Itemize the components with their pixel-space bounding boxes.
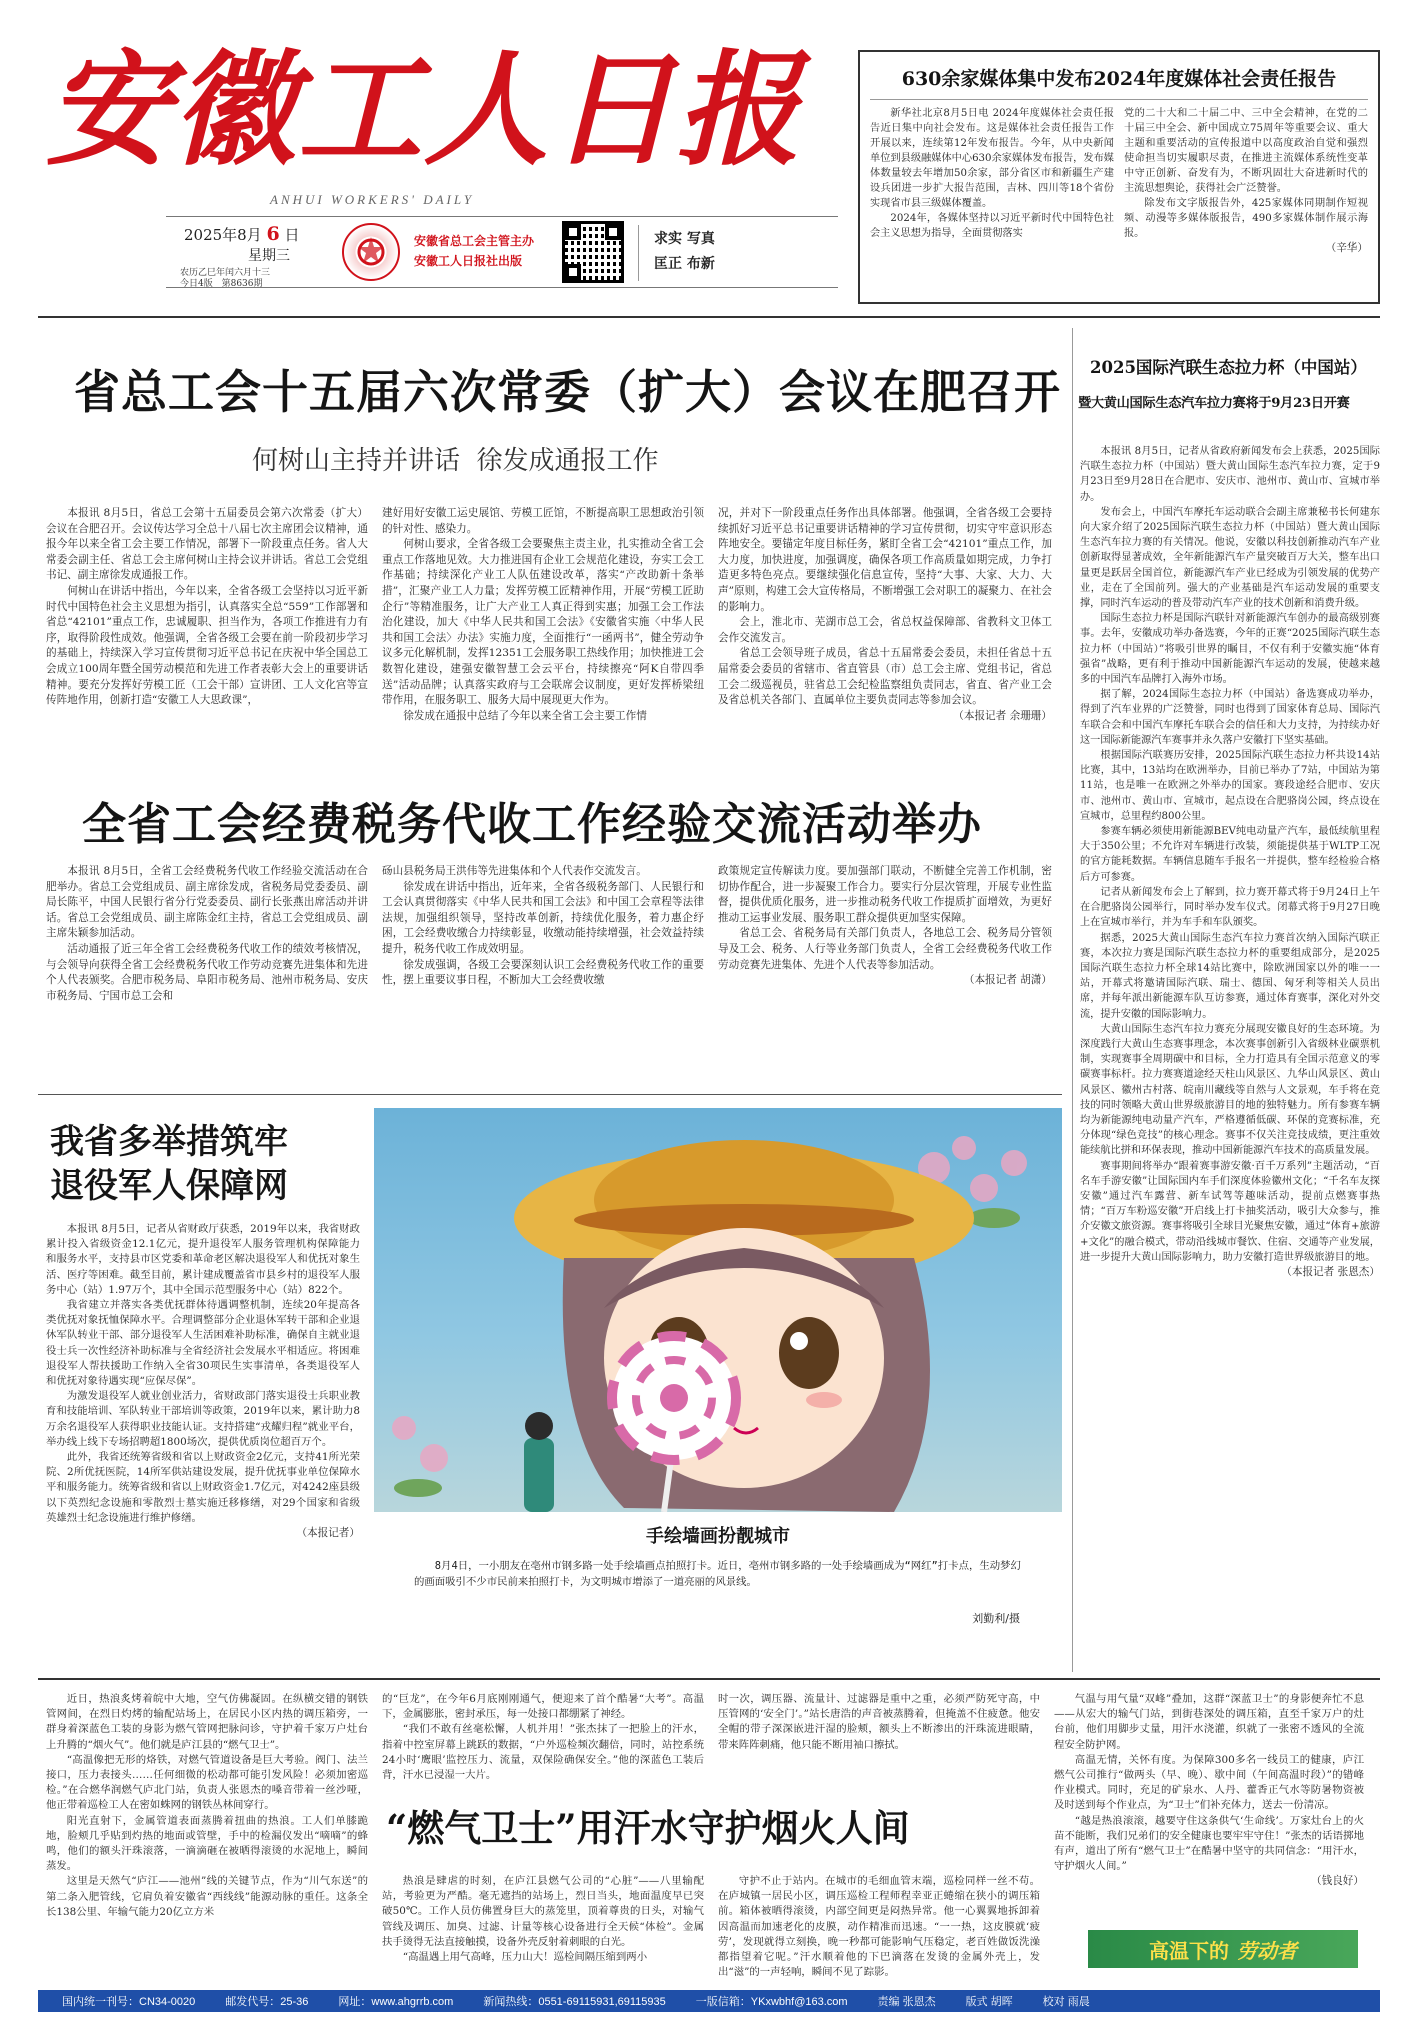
weekday: 星期三 bbox=[248, 248, 290, 264]
motto-1: 求实 写真 bbox=[654, 231, 715, 247]
news-box-para: 2024年，各媒体坚持以习近平新时代中国特色社会主义思想为指导，全面贯彻落实 bbox=[870, 213, 1114, 239]
page-count: 今日4版 bbox=[180, 279, 213, 289]
news-box-para: 新华社北京8月5日电 2024年度媒体社会责任报告近日集中向社会发布。这是媒体社会责任报告工作开展以来，连续第12年发布报告。今年，从中央新闻单位到县级融媒体中心630余家媒体发布报告，发布媒体数量较去年增加50余家，部分省区市和新疆生产建设兵团进一步扩大报告范围，吉林、四川等18个省份实现省市县三级媒体覆盖。 bbox=[870, 108, 1114, 209]
article-3 bbox=[38, 1100, 360, 1660]
sidebar-para: 根据国际汽联赛历安排，2025国际汽联生态拉力杯共设14站比赛，其中，13站均在欧洲举办，目前已举办了7站，中国站为第11站，也是唯一在欧洲之外举办的国家。赛段途经合肥市、安庆市、池州市、黄山市、宣城市，起点设在合肥骆岗公园，终点设在宣城市，总里程约800公里。 bbox=[1080, 750, 1380, 822]
article-1-para: 何树山要求，全省各级工会要聚焦主责主业，扎实推动全省工会重点工作落地见效。大力推进国有企业工会规范化建设，夯实工会工作基础；持续深化产业工人队伍建设改革，落实“产改助新十条举措”，汇聚产业工人力量；发挥劳模工匠精神作用，开展“劳模工匠助企行”等精准服务，让广大产业工人真正得到实惠；加强工会工作法治化建设，加大《中华人民共和国工会法》《安徽省实施〈中华人民共和国工会法〉办法》实施力度，全面推行“一函两书”，健全劳动争议多元化解机制，发挥12351工会服务职工热线作用；加快推进工会数智化建设，建强安徽智慧工会云平台，持续擦亮“阿K自带四季送”活动品牌；认真落实政府与工会联席会议制度，更好发挥桥梁纽带作用，在服务职工、服务大局中展现更大作为。 bbox=[382, 538, 704, 707]
article-3-para: 此外，我省还统筹省级和省以上财政资金2亿元，支持41所光荣院、2所优抚医院，14所军供站建设发展，提升优抚事业单位保障水平和服务能力。统筹省级和省以上财政资金1.7亿元，对4242座县级以下英烈纪念设施和零散烈士墓实施迁移修缮，对29个国家和省级英雄烈士纪念设施进行维护修缮。 bbox=[46, 1451, 360, 1524]
article-4-para: 守护不止于站内。在城市的毛细血管末端，巡检同样一丝不苟。在庐城镇一居民小区，调压巡检工程师程幸亚正蜷缩在狭小的调压箱前。箱体被晒得滚烫，内部空间更是闷热异常。他一心翼翼地拆卸着因高温而加速老化的皮膜，动作精准而迅速。“一一热，这皮膜就‘疲劳’，发现就得立刻换，晚一秒都可能影响气压稳定，老百姓做饭洗澡都指望着它呢。”汗水顺着他的下巴滴落在发烫的金属外壳上，发出“滋”的一声轻响，瞬间不见了踪影。 bbox=[718, 1875, 1040, 1979]
article-2-headline: 全省工会经费税务代收工作经验交流活动举办 bbox=[82, 799, 982, 850]
sidebar-para: 据了解，2024国际生态拉力杯（中国站）备选赛成功举办，得到了汽车业界的广泛赞誉，同时也得到了国家体育总局、国际汽车联合会和中国汽车摩托车联合会的信任和大力支持，为持续办好这一国际新能源汽车赛事并永久落户安徽打下坚实基础。 bbox=[1080, 689, 1380, 746]
article-3-byline: （本报记者） bbox=[296, 1527, 360, 1540]
article-4-para: 热浪是肆虐的时刻，在庐江县燃气公司的“心脏”——八里输配站，考验更为严酷。毫无遮挡的站场上，烈日当头，地面温度早已突破50℃。工作人员仿佛置身巨大的蒸笼里，顶着尊贵的日头，对输气管线及调压、加臭、过滤、计量等核心设备进行全天候“体检”。金属扶手烫得无法直接触摸，设备外壳反射着刺眼的白光。 bbox=[382, 1875, 704, 1948]
footer-bar bbox=[38, 1990, 1380, 2012]
article-1-para: 徐发成在通报中总结了今年以来全省工会主要工作情 bbox=[403, 709, 647, 722]
sidebar-byline: （本报记者 张恩杰） bbox=[1281, 1265, 1380, 1278]
article-4-byline: （钱良好） bbox=[1311, 1875, 1364, 1888]
footer-email: 一版信箱：YKxwbhf@163.com bbox=[695, 1996, 848, 2008]
article-4-para: 这里是天然气“庐江——池州”线的关键节点，作为“川气东送”的第二条入肥管线，它肩负着安徽省“西线线”能源动脉的重任。这条全长138公里、年输气能力20亿立方米 bbox=[46, 1875, 368, 1918]
article-1-para: 省总工会领导班子成员，省总十五届常委会委员，未担任省总十五届常委会委员的省辖市、省直管县（市）总工会主席、党组书记，省总工会二级巡视员，驻省总工会纪检监察组负责同志，省直、省产业工会及省总机关各部门、直属单位主要负责同志等参加会议。 bbox=[718, 647, 1052, 707]
sidebar-para: 记者从新闻发布会上了解到，拉力赛开幕式将于9月24日上午在合肥骆岗公园举行，同时举办发车仪式。闭幕式将于9月27日晚上在宣城市举行，并为车手和车队颁奖。 bbox=[1080, 886, 1380, 929]
article-1-para: 何树山在讲话中指出，今年以来，全省各级工会坚持以习近平新时代中国特色社会主义思想为指引，认真落实全总“559”工作部署和省总“42101”重点工作，忠诚履职、担当作为，各项工作推进有力有序，取得阶段性成效。他强调，全省各级工会要在前一阶段初步学习的基础上，持续深入学习宣传贯彻习近平总书记在庆祝中华全国总工会成立100周年暨全国劳动模范和先进工作者表彰大会上的重要讲话精神。要充分发挥好劳模工匠（工会干部）宣讲团、工人文化宫等宣传阵地作用，创新打造“安徽工人大思政课”， bbox=[46, 584, 368, 707]
date-prefix: 2025年8月 bbox=[184, 226, 262, 244]
issue-number: 第8636期 bbox=[221, 279, 263, 289]
article-2-byline: （本报记者 胡潇） bbox=[963, 974, 1052, 987]
sidebar-para: 赛事期间将举办“跟着赛事游安徽·百千万系列”主题活动，“百名车手游安徽”让国际国内车手们深度体验徽州文化；“千名车友探安徽”通过汽车露营、新车试驾等趣味活动，提前点燃赛事热情；“百万车粉巡安徽”开启线上打卡抽奖活动，吸引大众参与，推介安徽文旅资源。赛事将吸引全球目光聚焦安徽，通过“体育+旅游+文化”的融合模式，带动沿线城市餐饮、住宿、交通等产业发展，进一步提升大黄山国际影响力，助力安徽打造世界级旅游目的地。 bbox=[1080, 1160, 1380, 1263]
article-4-para: 高温无情，关怀有度。为保障300多名一线员工的健康，庐江燃气公司推行“做两头（早、晚）、歇中间（午间高温时段）”的错峰作业模式。同时，充足的矿泉水、人丹、藿香正气水等防暑物资被及时送到每个作业点，为“卫士”们补充体力，送去一份清凉。 bbox=[1054, 1753, 1364, 1812]
footer-web: 网址：www.ahgrrb.com bbox=[338, 1996, 454, 2008]
sidebar-para: 本报讯 8月5日，记者从省政府新闻发布会上获悉，2025国际汽联生态拉力杯（中国站）暨大黄山国际生态汽车拉力赛，定于9月23日至9月28日在合肥市、安庆市、池州市、黄山市、宣城市举办。 bbox=[1080, 446, 1380, 503]
article-4-para: “高温遇上用气高峰，压力山大！巡检间隔压缩到两小 bbox=[402, 1951, 648, 1964]
section-rule bbox=[38, 1094, 1062, 1095]
date-suffix: 日 bbox=[284, 226, 300, 244]
article-2-para: 本报讯 8月5日，全省工会经费税务代收工作经验交流活动在合肥举办。省总工会党组成员、副主席徐发成，省税务局党委委员、副局长陈平，中国人民银行省分行党委委员、副行长张燕出席活动并讲话。省总工会党组成员、副主席陈金红主持，省总工会党组成员、副主席朱颖参加活动。 bbox=[46, 865, 368, 940]
article-4-para: 时一次，调压器、流量计、过滤器是重中之重，必须严防死守高，中压管网的‘安全门’。”站长唐浩的声音被蒸腾着，但掩盖不住疲惫。他安全帽的带子深深嵌进汗湿的脸颊，额头上不断渗出的汗珠流进眼睛，带来阵阵刺痛，他只能不断用袖口擦拭。 bbox=[718, 1693, 1040, 1751]
sponsor-line-2: 安徽工人日报社出版 bbox=[414, 254, 523, 268]
date-day: 6 bbox=[266, 223, 280, 245]
article-4-para: 气温与用气量“双峰”叠加，这群“深蓝卫士”的身影便奔忙不息——从宏大的输气门站，到街巷深处的调压箱，直至千家万户的灶台前，他们用脚步丈量，用汗水浇灌，织就了一张密不透风的全流程安全防护网。 bbox=[1054, 1693, 1364, 1751]
article-1-subhead: 何树山主持并讲话 徐发成通报工作 bbox=[252, 446, 659, 476]
sidebar-headline-1: 2025国际汽联生态拉力杯（中国站） bbox=[1090, 358, 1367, 377]
series-banner-a: 高温下的 bbox=[1149, 1938, 1229, 1963]
article-4-headline: “燃气卫士”用汗水守护烟火人间 bbox=[386, 1806, 910, 1850]
union-emblem bbox=[342, 223, 400, 281]
news-box-para: 党的二十大和二十届二中、三中全会精神，在党的二十届三中全会、新中国成立75周年等重要会议、重大主题和重要活动的宣传报道中以高度政治自觉和强烈使命担当切实履职尽责，在推进主流媒体系统性变革中守正创新、奋发有为，不断巩固壮大奋进新时代的主流思想舆论，获得社会广泛赞誉。 bbox=[1124, 108, 1368, 194]
footer-post: 邮发代号：25-36 bbox=[225, 1996, 309, 2008]
photo-credit: 刘勤利/摄 bbox=[972, 1612, 1020, 1625]
footer-hotline: 新闻热线：0551-69115931,69115935 bbox=[483, 1996, 666, 2008]
footer-cn: 国内统一刊号：CN34-0020 bbox=[62, 1996, 196, 2008]
footer-editor: 责编 张恩杰 bbox=[877, 1996, 936, 2008]
masthead-title: 安徽工人日报 bbox=[46, 38, 803, 183]
article-1-para: 会上，淮北市、芜湖市总工会，省总权益保障部、省教科文卫体工会作交流发言。 bbox=[718, 616, 1052, 644]
article-4-para: 近日，热浪炙烤着皖中大地，空气仿佛凝固。在纵横交错的钢铁管网间，在烈日灼烤的输配站场上，在居民小区内热的调压箱旁，一群身着深蓝色工装的身影为燃气管网把脉问诊，守护着千家万户灶台上升腾的“烟火气”。他们就是庐江县的“燃气卫士”。 bbox=[46, 1693, 368, 1751]
article-2 bbox=[38, 780, 1062, 1120]
article-2-para: 政策规定宣传解读力度。要加强部门联动，不断健全完善工作机制，密切协作配合，进一步凝聚工作合力。要实行分层次管理，开展专业性监督，提供优质化服务，进一步推动税务代收工作提质扩面增效，为更好推动工运事业发展、服务职工群众提供更加坚实保障。 bbox=[718, 865, 1052, 924]
sidebar-para: 国际生态拉力杯是国际汽联针对新能源汽车创办的最高级别赛事。去年，安徽成功举办备选赛，今年的正赛“2025国际汽联生态拉力杯（中国站）”将吸引世界的瞩目，不仅有利于安徽实施“体育强省”战略，更有利于推动中国新能源汽车运动的发展，使越来越多的中国汽车品牌打入海外市场。 bbox=[1080, 613, 1380, 686]
qr-code bbox=[562, 221, 624, 283]
mural-photo bbox=[374, 1108, 1062, 1512]
article-4-para: 的“巨龙”，在今年6月底刚刚通气，便迎来了首个酷暑“大考”。高温下，金属膨胀，密封承压，每一处接口都绷紧了神经。 bbox=[382, 1693, 704, 1721]
article-1 bbox=[38, 322, 1062, 772]
article-4-para: “高温像把无形的烙铁，对燃气管道设备是巨大考验。阀门、法兰接口，压力表接头……任何细微的松动都可能引发风险！必须加密巡检。”在合燃华润燃气庐北门站，负责人张恩杰的嗓音带着一丝沙哑，他正带着巡检工人在密如蛛网的钢铁丛林间穿行。 bbox=[46, 1753, 368, 1812]
article-4-para: 阳光直射下，金属管道表面蒸腾着扭曲的热浪。工人们单膝跪地，脸颊几乎贴到灼热的地面或管壁，手中的检漏仪发出“嘀嘀”的蜂鸣，他们的额头汗珠滚落，一滴滴砸在被晒得滚烫的水泥地上，瞬间蒸发。 bbox=[46, 1814, 368, 1873]
masthead-rule bbox=[38, 316, 1380, 318]
news-box bbox=[858, 50, 1380, 304]
article-3-para: 本报讯 8月5日，记者从省财政厅获悉，2019年以来，我省财政累计投入省级资金12.1亿元，提升退役军人服务管理机构保障能力和服务水平，支持县市区党委和革命老区解决退役军人和优抚对象生活、医疗等困难。截至目前，累计建成覆盖省市县乡村的退役军人服务中心（站）1.97万个，其中全国示范型服务中心（站）822个。 bbox=[46, 1223, 360, 1296]
article-1-byline: （本报记者 余珊珊） bbox=[953, 709, 1052, 722]
series-banner-b: 劳动者 bbox=[1237, 1938, 1297, 1963]
date-box bbox=[166, 216, 838, 288]
photo-caption-title: 手绘墙画扮靓城市 bbox=[646, 1526, 790, 1547]
photo-caption-text: 8月4日，一小朋友在亳州市钢多路一处手绘墙画点拍照打卡。近日，亳州市钢多路的一处手绘墙画成为“网红”打卡点，生动梦幻的画面吸引不少市民前来拍照打卡，为文明城市增添了一道亮丽的风景线。 bbox=[414, 1560, 1021, 1588]
footer-proof: 校对 雨晨 bbox=[1042, 1996, 1090, 2008]
article-2-para: 活动通报了近三年全省工会经费税务代收工作的绩效考核情况，与会领导向获得全省工会经费税务代收工作劳动竞赛先进集体和先进个人代表颁奖。合肥市税务局、阜阳市税务局、池州市税务局、安庆市税务局、宁国市总工会和 bbox=[46, 942, 368, 1002]
sidebar-para: 参赛车辆必须使用新能源BEV纯电动量产汽车，最低续航里程大于350公里；不允许对车辆进行改装，须能提供基于WLTP工况的官方能耗数据。车辆信息随车手报名一并提供，整车经检验合格后方可参赛。 bbox=[1080, 826, 1380, 883]
sponsor-line-1: 安徽省总工会主管主办 bbox=[414, 234, 535, 248]
article-4-para: “越是热浪滚滚，越要守住这条供气‘生命线’。万家灶台上的火苗不能断，我们兄弟们的安全健康也要牢牢守住！”张杰的话语掷地有声，道出了所有“燃气卫士”在酷暑中坚守的共同信念：“用汗水，守护烟火人间。” bbox=[1054, 1814, 1364, 1873]
masthead-area bbox=[38, 28, 856, 300]
article-2-para: 砀山县税务局王洪伟等先进集体和个人代表作交流发言。 bbox=[382, 865, 647, 877]
footer-layout: 版式 胡晖 bbox=[965, 1996, 1013, 2008]
article-2-para: 省总工会、省税务局有关部门负责人，各地总工会、税务局分管领导及工会、税务、人行等业务部门负责人，全省工会经费税务代收工作劳动竞赛先进集体、先进个人代表等参加活动。 bbox=[718, 927, 1052, 971]
sidebar-para: 大黄山国际生态汽车拉力赛充分展现安徽良好的生态环境。为深度践行大黄山生态赛事理念，本次赛事创新引入省级林业碳票机制，实现赛事全周期碳中和目标，全力打造具有全国示范意义的零碳赛事标杆。拉力赛赛道途经天柱山风景区、九华山风景区、黄山风景区、徽州古村落、皖南川藏线等自然与人文景观，车手将在竞技的同时领略大黄山世界级旅游目的地的独特魅力。所有参赛车辆均为新能源纯电动量产汽车，严格遵循低碳、环保的竞赛标准，充分体现“绿色竞技”的核心理念。赛事不仅关注竞技成绩，更注重效能续航比拼和环保表现，推动中国新能源汽车技术的高质量发展。 bbox=[1080, 1023, 1380, 1157]
motto-2: 匡正 布新 bbox=[654, 256, 715, 272]
article-4 bbox=[38, 1684, 1380, 1984]
sidebar-headline-2: 暨大黄山国际生态汽车拉力赛将于9月23日开赛 bbox=[1078, 396, 1350, 411]
news-box-para: 除发布文字版报告外，425家媒体同期制作短视频、动漫等多媒体版报告，490多家媒体制作展示海报。 bbox=[1124, 198, 1368, 239]
sidebar-para: 发布会上，中国汽车摩托车运动联合会副主席兼秘书长何建东向大家介绍了2025国际汽联生态拉力杯（中国站）暨大黄山国际生态汽车拉力赛的有关情况。他说，安徽以科技创新推动汽车产业创新取得显著成效，全年新能源汽车产量突破百万大关，整车出口量更是跃居全国首位，新能源汽车产业已经成为引领发展的优势产业，走在了全国前列。强大的产业基础是汽车运动发展的重要支撑，同时汽车运动的普及带动汽车产业的技术创新和消费升级。 bbox=[1080, 506, 1380, 610]
article-1-headline: 省总工会十五届六次常委（扩大）会议在肥召开 bbox=[74, 365, 1061, 419]
column-divider bbox=[1072, 328, 1073, 1672]
article-4-para: “我们不敢有丝毫松懈，人机并用！”张杰抹了一把脸上的汗水，指着中控室屏幕上跳跃的数据，“户外巡检频次翻倍，同时，站控系统24小时‘鹰眼’监控压力、流量，双保险确保安全。”他的深蓝色工装后背，汗水已浸湿一大片。 bbox=[382, 1723, 704, 1782]
sidebar-article bbox=[1080, 330, 1380, 1670]
masthead-english: ANHUI WORKERS' DAILY bbox=[270, 192, 475, 207]
news-box-headline: 630余家媒体集中发布2024年度媒体社会责任报告 bbox=[870, 60, 1368, 100]
sidebar-para: 据悉，2025大黄山国际生态汽车拉力赛首次纳入国际汽联正赛，本次拉力赛是国际汽联生态拉力杯的重要组成部分，是2025国际汽联生态拉力杯全球14站比赛中，除欧洲国家以外的唯一一站，开幕式将邀请国际汽联、瑞士、德国、匈牙利等相关人员出席，并每年派出新能源车队互访参赛，通过体育赛事，深化对外交流，提升安徽的国际影响力。 bbox=[1080, 932, 1380, 1020]
article-1-para: 况，并对下一阶段重点任务作出具体部署。他强调，全省各级工会要持续抓好习近平总书记重要讲话精神的学习宣传贯彻，切实守牢意识形态阵地安全。要锚定年度目标任务，紧盯全省工会“42101”重点工作，加大力度，加快进度，加强调度，确保各项工作高质量如期完成，力争打造更多特色亮点。要继续强化信息宣传，坚持“大事、大家、大力、大声”原则，构建工会大宣传格局，不断增强工会对职工的凝聚力、在社会的影响力。 bbox=[718, 507, 1052, 613]
article-3-headline-1: 我省多举措筑牢 bbox=[50, 1122, 288, 1162]
article-1-para: 建好用好安徽工运史展馆、劳模工匠馆，不断提高职工思想政治引领的针对性、感染力。 bbox=[382, 507, 704, 535]
series-banner bbox=[1088, 1930, 1358, 1968]
lunar-date: 农历乙巳年闰六月十三 bbox=[180, 268, 271, 278]
photo-block bbox=[374, 1108, 1062, 1656]
article-3-headline-2: 退役军人保障网 bbox=[50, 1166, 288, 1206]
article-1-para: 本报讯 8月5日，省总工会第十五届委员会第六次常委（扩大）会议在合肥召开。会议传达学习全总十八届七次主席团会议精神，通报今年以来全省工会主要工作情况，部署下一阶段重点任务。省人大常委会副主任、省总工会主席何树山主持会议并讲话。省总工会党组书记、副主席徐发成通报工作。 bbox=[46, 507, 368, 582]
article-2-para: 徐发成强调，各级工会要深刻认识工会经费税务代收工作的重要性，摆上重要议事日程，不断加大工会经费收缴 bbox=[382, 958, 704, 987]
news-box-byline: （辛华） bbox=[1325, 242, 1368, 254]
article-3-para: 为激发退役军人就业创业活力，省财政部门落实退役士兵职业教育和技能培训、军队转业干部培训等政策，2019年以来，累计助力8万余名退役军人获得职业技能认证。支持搭建“戎耀归程”就业平台，举办线上线下专场招聘超1800场次，提供优质岗位超百万个。 bbox=[46, 1390, 360, 1448]
section-rule bbox=[38, 1678, 1380, 1680]
article-2-para: 徐发成在讲话中指出，近年来，全省各级税务部门、人民银行和工会认真贯彻落实《中华人民共和国工会法》和中国工会章程等法律法规，加强组织领导，坚持改革创新，持续优化服务，着力惠企纾困，工会经费收缴合力持续彰显，收缴动能持续增强，社会效益持续提升，税务代收工作成效明显。 bbox=[382, 880, 704, 955]
article-3-para: 我省建立并落实各类优抚群体待遇调整机制，连续20年提高各类优抚对象抚恤保障水平。合理调整部分企业退休军转干部和企业退休军队转业干部、部分退役军人生活困难补助标准，确保自主就业退役士兵一次性经济补助标准与全省经济社会发展水平相适应。将困难退役军人帮扶援助工作纳入全省30项民生实事清单，各类退役军人和优抚对象待遇实现“应保尽保”。 bbox=[46, 1299, 360, 1388]
